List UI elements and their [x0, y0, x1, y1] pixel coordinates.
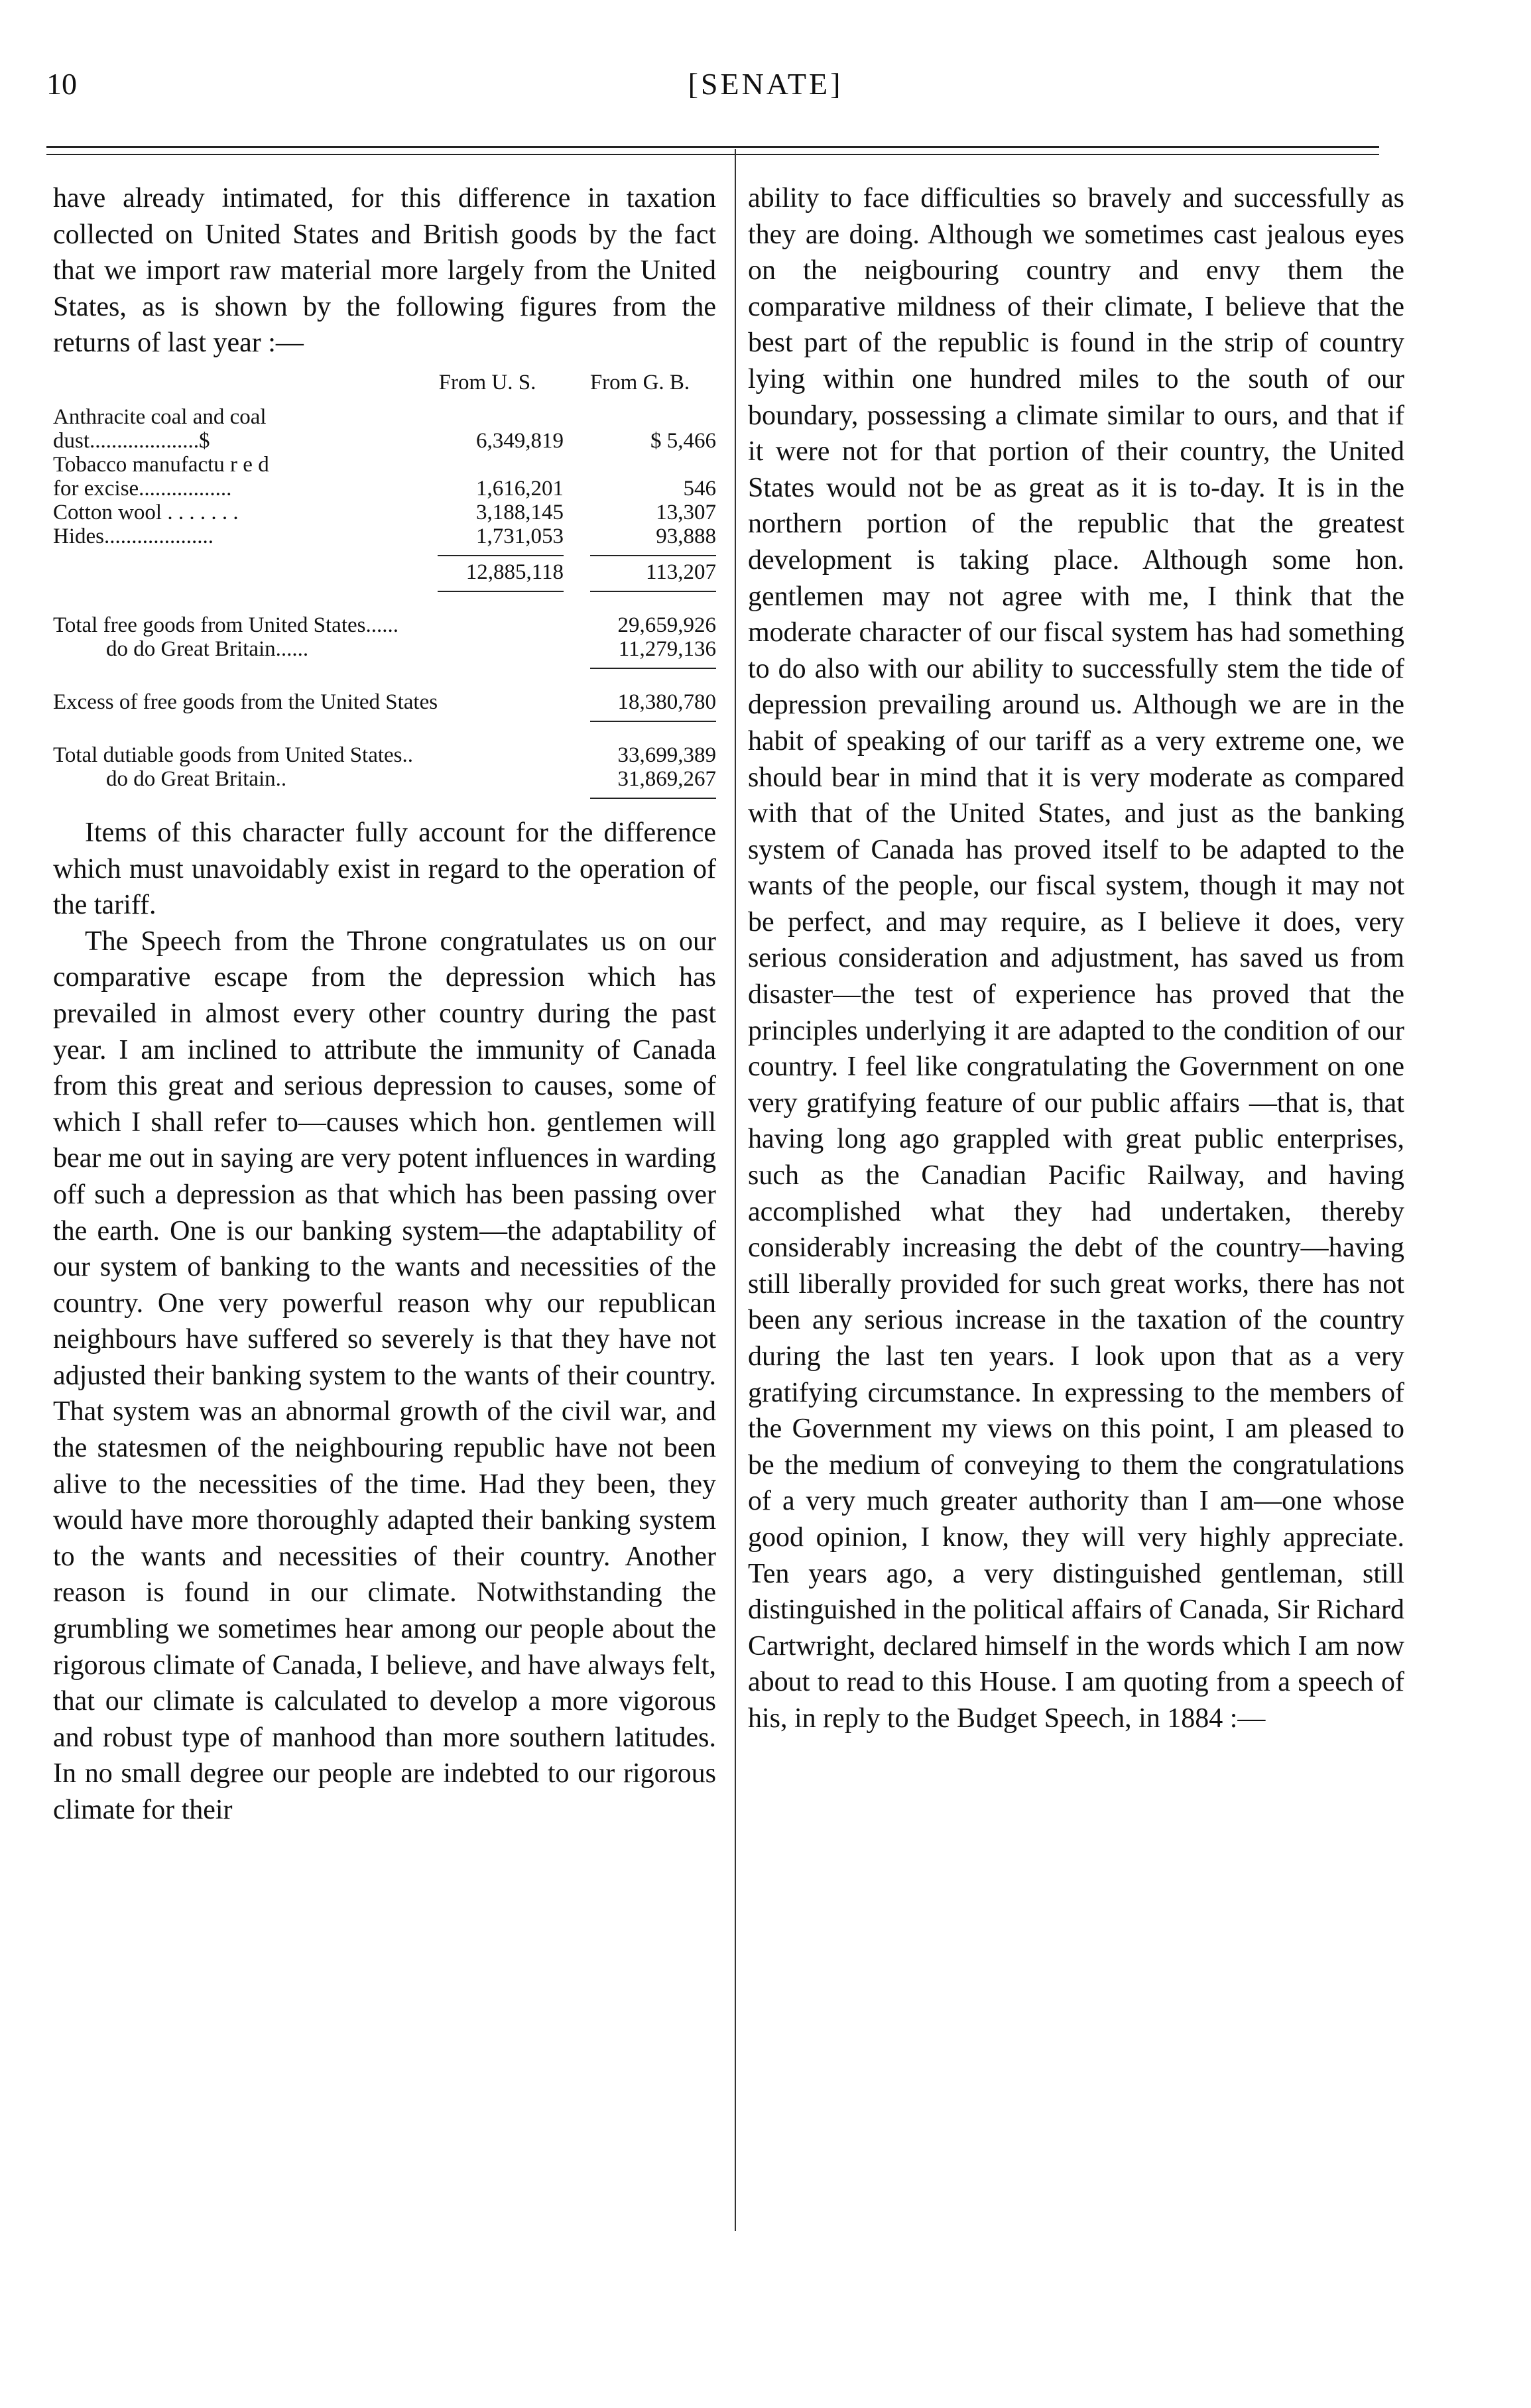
- total-rule: [53, 591, 716, 592]
- total-us: 12,885,118: [465, 560, 564, 584]
- page-number: 10: [46, 67, 77, 101]
- table-row: Hides.................... 1,731,053 93,888: [53, 524, 716, 548]
- right-column: [748, 180, 1404, 1737]
- table-row: Tobacco manufactu r e d: [53, 452, 269, 477]
- table-row: do do Great Britain...... 11,279,136: [106, 636, 716, 661]
- table-header: [53, 368, 716, 405]
- table-row: for excise................. 1,616,201 546: [53, 476, 716, 501]
- running-head: [SENATE]: [688, 67, 843, 101]
- intro-paragraph: have already intimated, for this difference in taxation collected on United States and British goods by the fact that we import raw material more largely from the United States, as is shown by the following figures from the returns of last year :—: [53, 183, 716, 359]
- col-header-us: From U. S.: [438, 370, 536, 394]
- header-rule-thin: [46, 154, 1379, 155]
- table-row: Excess of free goods from the United States 18,380,780: [53, 690, 716, 714]
- table-row: Anthracite coal and coal: [53, 404, 267, 429]
- paragraph: Items of this character fully account for the difference which must unavoidably exist in regard to the operation of the tariff.: [53, 817, 716, 921]
- table-row: Cotton wool . . . . . . . 3,188,145 13,307: [53, 500, 716, 524]
- subtotal-rule: [53, 555, 716, 556]
- table-row: do do Great Britain.. 31,869,267: [106, 766, 716, 791]
- col-header-gb: From G. B.: [589, 370, 690, 394]
- header-rule: [46, 146, 1379, 148]
- import-table: [53, 368, 716, 799]
- column-divider: [735, 149, 736, 2231]
- table-row: Total dutiable goods from United States.. 33,699,389: [53, 743, 716, 767]
- table-total-row: [53, 560, 716, 584]
- total-gb: 113,207: [645, 560, 716, 584]
- table-row: Total free goods from United States...... 29,659,926: [53, 613, 716, 637]
- paragraph: The Speech from the Throne congratulates us on our comparative escape from the depression which has prevailed in almost every other country during the past year. I am inclined to attribute the immunity of Canada from this great and serious depression to causes, some of which I shall refer to—causes which hon. gentlemen will bear me out in saying are very potent influences in warding off such a depression as that which has been passing over the earth. One is our banking system—the adaptability of our system of banking to the wants and necessities of the country. One very powerful reason why our republican neighbours have suffered so severely is that they have not adjusted their banking system to the wants of their country. That system was an abnormal growth of the civil war, and the statesmen of the neighbouring republic have not been alive to the necessities of the time. Had they been, they would have more thoroughly adapted their banking system to the wants and necessities of their country. Another reason is found in our climate. Notwithstanding the grumbling we sometimes hear among our people about the rigorous climate of Canada, I believe, and have always felt, that our climate is calculated to develop a more vigorous and robust type of manhood than more southern latitudes. In no small degree our people are indebted to our rigorous climate for their: [53, 926, 716, 1825]
- table-row: dust....................$ 6,349,819 $ 5,466: [53, 428, 716, 453]
- paragraph: ability to face difficulties so bravely and successfully as they are doing. Although we sometimes cast jealous eyes on the neigbouring country and envy them the comparative mildness of their climate, I believe that the best part of the republic is found in the strip of country lying within one hundred miles to the south of our boundary, possessing a climate similar to ours, and that if it were not for that portion of their country, the United States would not be as great as it is to-day. It is in the northern portion of the republic that the greatest development is taking place. Although some hon. gentlemen may not agree with me, I think that the moderate character of our fiscal system has had something to do also with our ability to successfully stem the tide of depression prevailing around us. Although we are in the habit of speaking of our tariff as a very extreme one, we should bear in mind that it is very moderate as compared with that of the United States, and just as the banking system of Canada has proved itself to be adapted to the wants of the people, our fiscal system, though it may not be perfect, and may require, as I believe it does, very serious consideration and adjustment, has saved us from disaster—the test of experience has proved that the principles underlying it are adapted to the condition of our country. I feel like congratulating the Government on one very gratifying feature of our public affairs —that is, that having long ago grappled with great public enterprises, such as the Canadian Pacific Railway, and having accomplished what they had undertaken, thereby considerably increasing the debt of the country—having still liberally provided for such great works, there has not been any serious increase in the taxation of the country during the last ten years. I look upon that as a very gratifying circumstance. In expressing to the members of the Government my views on this point, I am pleased to be the medium of conveying to them the congratulations of a very much greater authority than I am—one whose good opinion, I know, they will very highly appreciate. Ten years ago, a very distinguished gentleman, still distinguished in the political affairs of Canada, Sir Richard Cartwright, declared himself in the words which I am now about to read to this House. I am quoting from a speech of his, in reply to the Budget Speech, in 1884 :—: [748, 183, 1404, 1734]
- left-column: [53, 180, 716, 1829]
